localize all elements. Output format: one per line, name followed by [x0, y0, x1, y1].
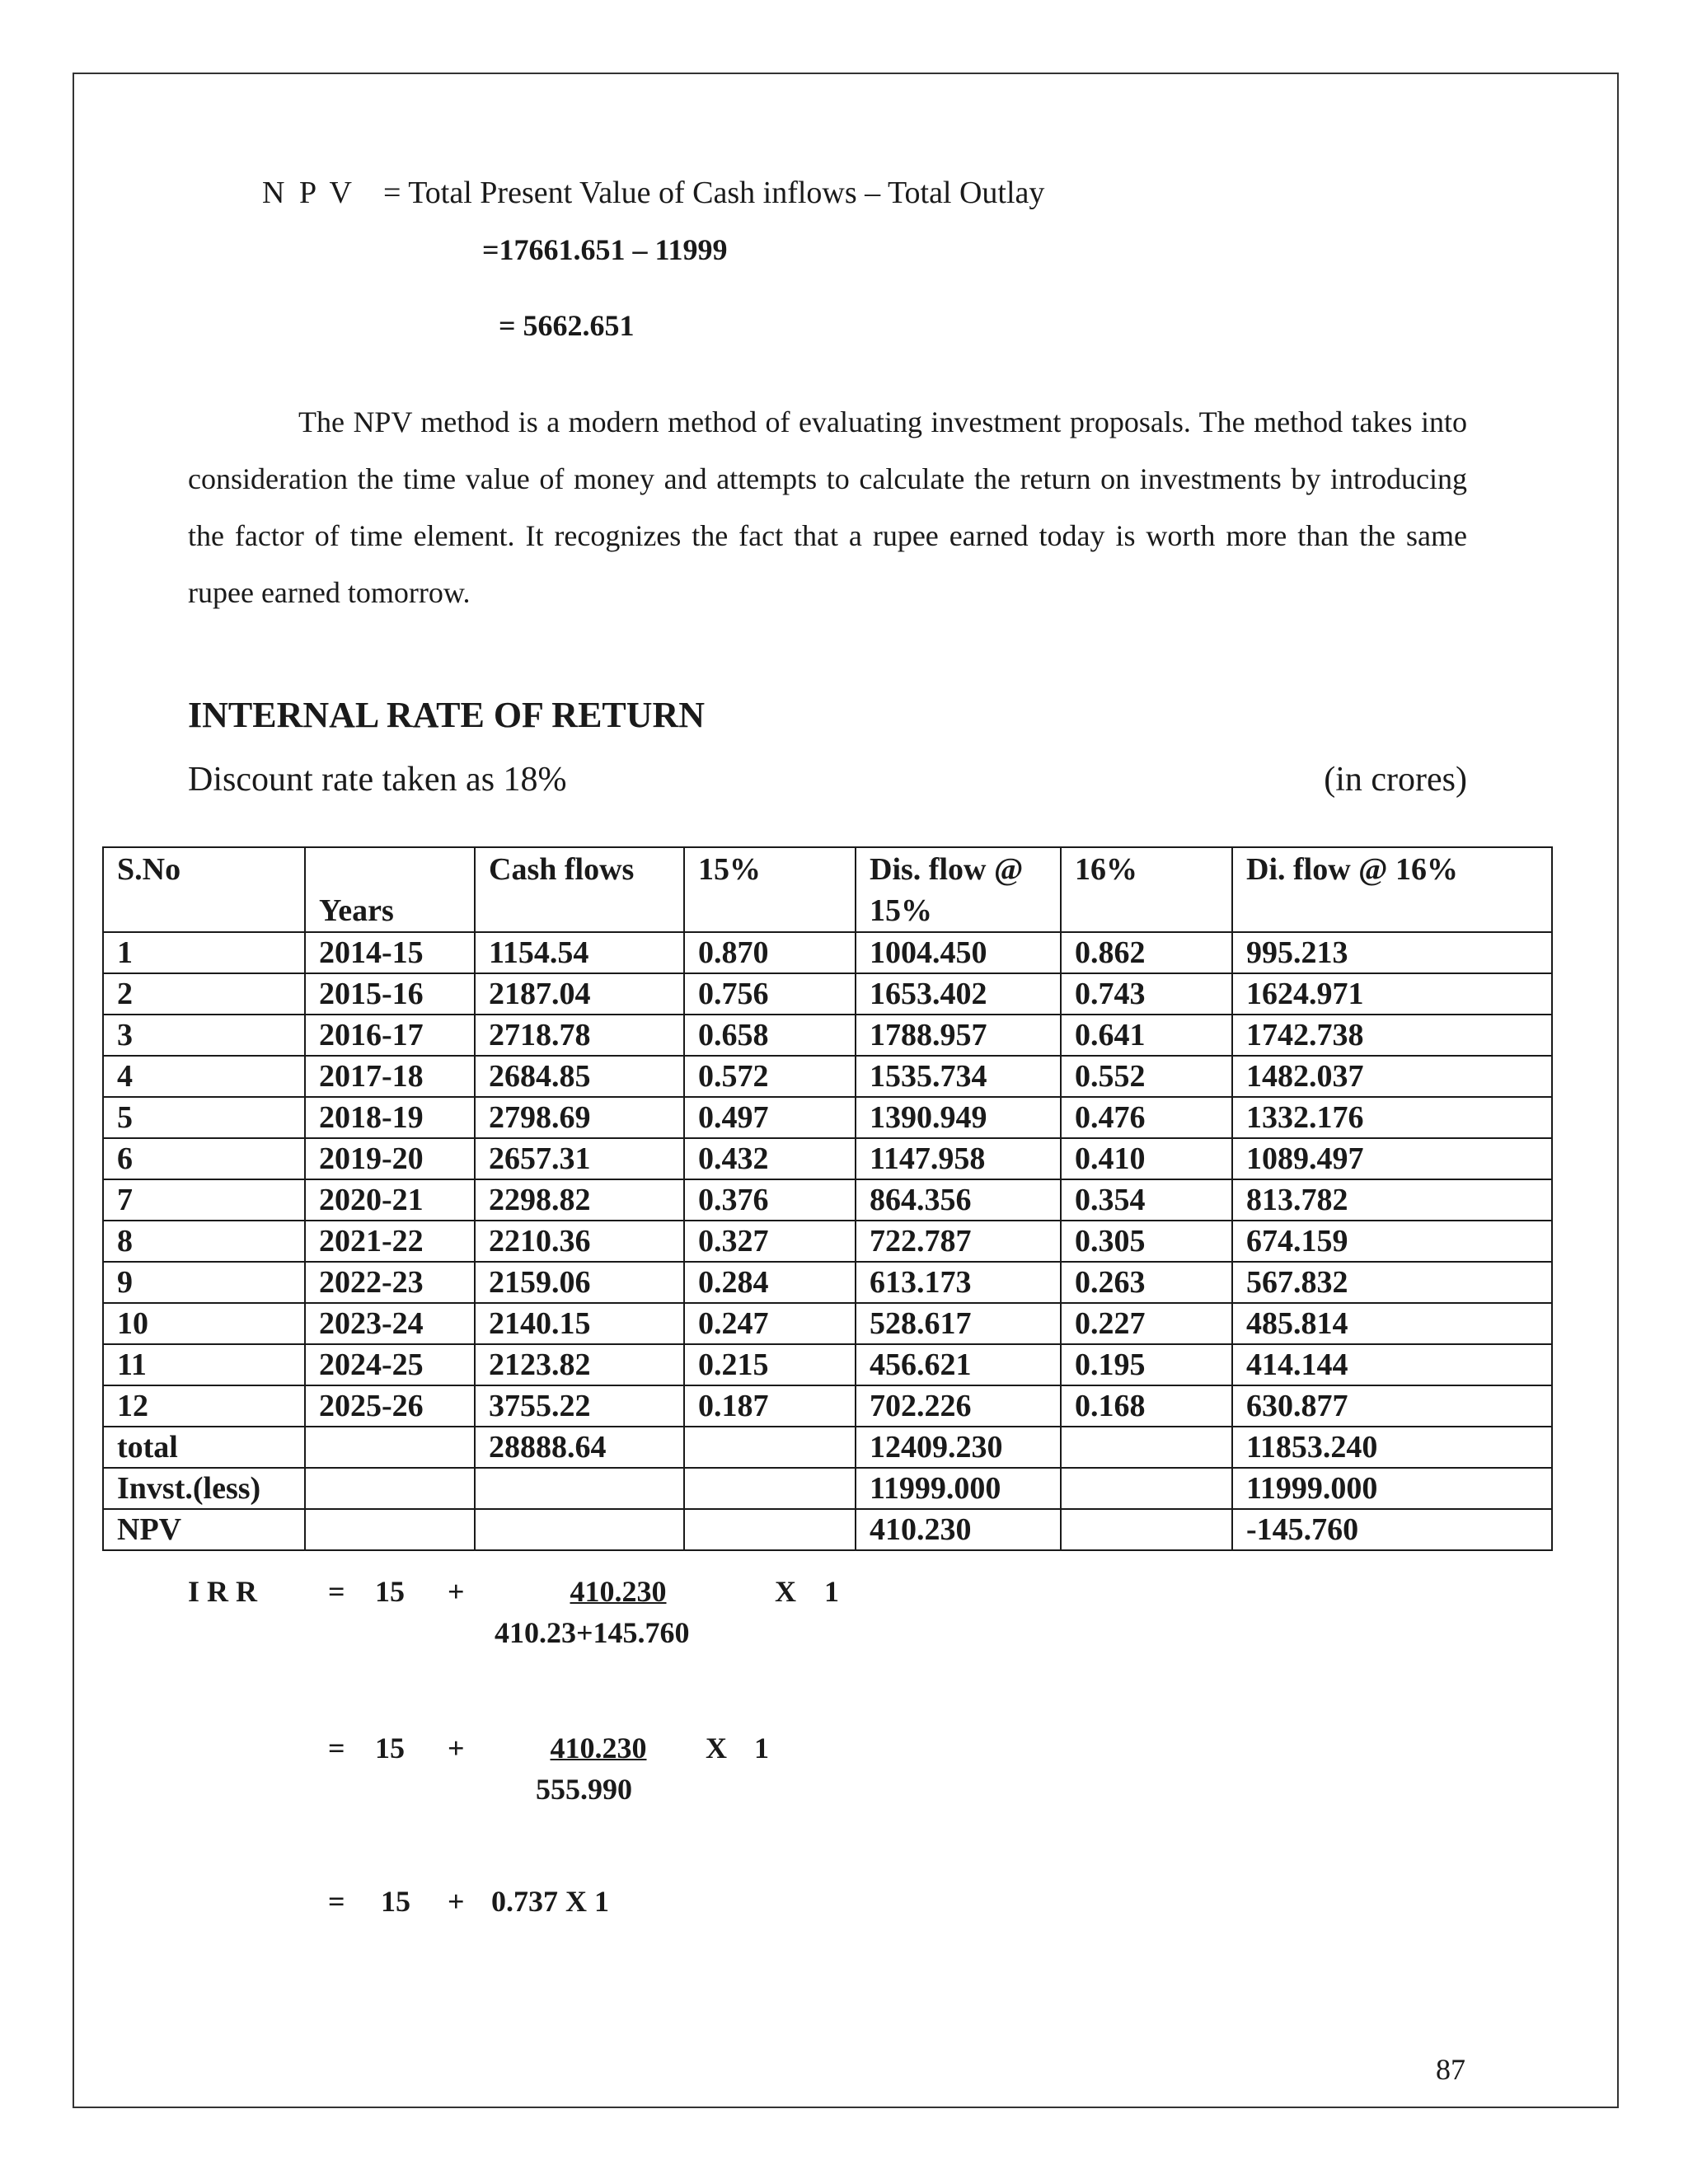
- table-cell: 1089.497: [1232, 1138, 1552, 1179]
- table-cell: [305, 1468, 475, 1509]
- irr-step3-equals: =: [328, 1885, 345, 1918]
- table-row: [103, 1385, 1552, 1427]
- table-cell: NPV: [103, 1509, 305, 1550]
- table-row: [103, 932, 1552, 973]
- table-cell: 2016-17: [305, 1015, 475, 1056]
- irr-step2-equals: =: [328, 1732, 345, 1765]
- table-row: [103, 1138, 1552, 1179]
- section-heading: INTERNAL RATE OF RETURN: [188, 695, 706, 735]
- table-cell: 674.159: [1232, 1221, 1552, 1262]
- table-cell: 864.356: [856, 1179, 1061, 1221]
- table-cell: 11999.000: [856, 1468, 1061, 1509]
- irr-step3-base: 15: [381, 1885, 410, 1918]
- table-cell: 995.213: [1232, 932, 1552, 973]
- table-cell: 0.227: [1061, 1303, 1232, 1344]
- table-cell: 2015-16: [305, 973, 475, 1015]
- table-cell: 1: [103, 932, 305, 973]
- table-cell: 2021-22: [305, 1221, 475, 1262]
- table-row: [103, 1179, 1552, 1221]
- header-rate-15: 15%: [684, 847, 856, 932]
- irr-step1-plus: +: [448, 1575, 465, 1608]
- table-cell: 1742.738: [1232, 1015, 1552, 1056]
- table-cell: 11853.240: [1232, 1427, 1552, 1468]
- table-cell: 630.877: [1232, 1385, 1552, 1427]
- irr-table: [102, 846, 1553, 1551]
- irr-step1-base: 15: [375, 1575, 405, 1608]
- table-cell: 2020-21: [305, 1179, 475, 1221]
- header-rate-16: 16%: [1061, 847, 1232, 932]
- table-cell: 0.432: [684, 1138, 856, 1179]
- table-cell: 2187.04: [475, 973, 684, 1015]
- irr-step1-numerator: 410.230: [570, 1575, 667, 1608]
- table-cell: 7: [103, 1179, 305, 1221]
- irr-label: I R R: [188, 1575, 258, 1608]
- table-cell: 9: [103, 1262, 305, 1303]
- table-cell: 0.215: [684, 1344, 856, 1385]
- table-cell: 2159.06: [475, 1262, 684, 1303]
- table-cell: 10: [103, 1303, 305, 1344]
- header-cash-flows: Cash flows: [475, 847, 684, 932]
- header-diflow-16: Di. flow @ 16%: [1232, 847, 1552, 932]
- table-row: [103, 973, 1552, 1015]
- table-cell: 1147.958: [856, 1138, 1061, 1179]
- table-cell: 2684.85: [475, 1056, 684, 1097]
- table-cell: 414.144: [1232, 1344, 1552, 1385]
- table-cell: 813.782: [1232, 1179, 1552, 1221]
- table-cell: 5: [103, 1097, 305, 1138]
- table-cell: 0.862: [1061, 932, 1232, 973]
- table-cell: 1788.957: [856, 1015, 1061, 1056]
- table-cell: 8: [103, 1221, 305, 1262]
- paragraph-text: The NPV method is a modern method of evaluating investment proposals. The method takes into consideration the time value of money and attempts to calculate the return on investments by introducing the factor of time element. It recognizes the fact that a rupee earned today is worth more than the same rupee earned tomorrow.: [188, 405, 1467, 609]
- table-cell: 0.497: [684, 1097, 856, 1138]
- table-cell: [684, 1468, 856, 1509]
- page-number: 87: [1436, 2053, 1465, 2086]
- table-cell: 0.410: [1061, 1138, 1232, 1179]
- table-cell: [1061, 1509, 1232, 1550]
- table-cell: 0.327: [684, 1221, 856, 1262]
- table-cell: 2025-26: [305, 1385, 475, 1427]
- table-cell: 2024-25: [305, 1344, 475, 1385]
- table-cell: 6: [103, 1138, 305, 1179]
- table-cell: [1061, 1427, 1232, 1468]
- table-cell: 1653.402: [856, 973, 1061, 1015]
- table-cell: 3755.22: [475, 1385, 684, 1427]
- table-cell: [305, 1427, 475, 1468]
- table-cell: 0.168: [1061, 1385, 1232, 1427]
- npv-calc-line-2: = 5662.651: [499, 309, 635, 342]
- table-cell: [1061, 1468, 1232, 1509]
- table-row: [103, 1097, 1552, 1138]
- table-cell: 0.658: [684, 1015, 856, 1056]
- npv-label: N P V: [262, 176, 355, 210]
- table-cell: [684, 1427, 856, 1468]
- irr-step2-numerator: 410.230: [550, 1732, 647, 1765]
- irr-step2-plus: +: [448, 1732, 465, 1765]
- table-cell: 2023-24: [305, 1303, 475, 1344]
- units-note: (in crores): [1324, 761, 1467, 799]
- table-cell: 0.572: [684, 1056, 856, 1097]
- irr-step1-equals: =: [328, 1575, 345, 1608]
- table-cell: 12409.230: [856, 1427, 1061, 1468]
- table-row: [103, 1427, 1552, 1468]
- table-cell: 0.641: [1061, 1015, 1232, 1056]
- table-cell: 2210.36: [475, 1221, 684, 1262]
- table-row: [103, 1344, 1552, 1385]
- table-cell: 2018-19: [305, 1097, 475, 1138]
- table-cell: 1332.176: [1232, 1097, 1552, 1138]
- table-cell: 2657.31: [475, 1138, 684, 1179]
- discount-rate-note: Discount rate taken as 18%: [188, 761, 567, 799]
- irr-step2-base: 15: [375, 1732, 405, 1765]
- table-body: [103, 932, 1552, 1550]
- table-cell: 2019-20: [305, 1138, 475, 1179]
- table-cell: 567.832: [1232, 1262, 1552, 1303]
- table-cell: 613.173: [856, 1262, 1061, 1303]
- table-cell: [475, 1509, 684, 1550]
- table-cell: 0.187: [684, 1385, 856, 1427]
- table-cell: 1624.971: [1232, 973, 1552, 1015]
- table-cell: 2123.82: [475, 1344, 684, 1385]
- table-cell: 11999.000: [1232, 1468, 1552, 1509]
- table-cell: 2017-18: [305, 1056, 475, 1097]
- irr-step3-plus: +: [448, 1885, 465, 1918]
- table-cell: 702.226: [856, 1385, 1061, 1427]
- table-header-row: [103, 847, 1552, 932]
- header-disflow-15: Dis. flow @ 15%: [856, 847, 1061, 932]
- table-row: [103, 1468, 1552, 1509]
- table-row: [103, 1015, 1552, 1056]
- table-cell: 0.195: [1061, 1344, 1232, 1385]
- table-cell: 2014-15: [305, 932, 475, 973]
- irr-step1-factor: 1: [824, 1575, 839, 1608]
- npv-explanation-paragraph: [188, 394, 1467, 621]
- header-years: Years: [305, 847, 475, 932]
- header-sno: S.No: [103, 847, 305, 932]
- table-cell: 0.552: [1061, 1056, 1232, 1097]
- table-row: [103, 1509, 1552, 1550]
- irr-step1-denominator: 410.23+145.760: [495, 1616, 690, 1649]
- table-cell: -145.760: [1232, 1509, 1552, 1550]
- irr-step2-denominator: 555.990: [536, 1773, 632, 1806]
- irr-step3-value: 0.737 X 1: [491, 1885, 609, 1918]
- table-cell: 456.621: [856, 1344, 1061, 1385]
- table-cell: 0.263: [1061, 1262, 1232, 1303]
- table-row: [103, 1303, 1552, 1344]
- table-cell: 11: [103, 1344, 305, 1385]
- table-cell: 1535.734: [856, 1056, 1061, 1097]
- table-cell: [684, 1509, 856, 1550]
- table-cell: 0.247: [684, 1303, 856, 1344]
- table-cell: 0.354: [1061, 1179, 1232, 1221]
- table-cell: 0.870: [684, 932, 856, 973]
- table-cell: 2140.15: [475, 1303, 684, 1344]
- table-cell: 4: [103, 1056, 305, 1097]
- table-cell: 2298.82: [475, 1179, 684, 1221]
- npv-definition: = Total Present Value of Cash inflows – Total Outlay: [383, 176, 1045, 210]
- table-cell: 1004.450: [856, 932, 1061, 973]
- table-cell: 0.743: [1061, 973, 1232, 1015]
- table-cell: [305, 1509, 475, 1550]
- table-cell: 2022-23: [305, 1262, 475, 1303]
- irr-step2-factor: 1: [754, 1732, 769, 1765]
- table-cell: 0.756: [684, 973, 856, 1015]
- table-cell: 1154.54: [475, 932, 684, 973]
- table-row: [103, 1262, 1552, 1303]
- table-cell: 12: [103, 1385, 305, 1427]
- irr-step2-mult: X: [706, 1732, 727, 1765]
- table-row: [103, 1056, 1552, 1097]
- table-cell: [475, 1468, 684, 1509]
- table-cell: 28888.64: [475, 1427, 684, 1468]
- table-cell: 485.814: [1232, 1303, 1552, 1344]
- table-cell: 528.617: [856, 1303, 1061, 1344]
- table-cell: 3: [103, 1015, 305, 1056]
- table-cell: 410.230: [856, 1509, 1061, 1550]
- table-cell: 2718.78: [475, 1015, 684, 1056]
- table-cell: 0.376: [684, 1179, 856, 1221]
- irr-step1-mult: X: [775, 1575, 796, 1608]
- table-cell: 1482.037: [1232, 1056, 1552, 1097]
- table-cell: Invst.(less): [103, 1468, 305, 1509]
- table-row: [103, 1221, 1552, 1262]
- table-cell: total: [103, 1427, 305, 1468]
- table-cell: 722.787: [856, 1221, 1061, 1262]
- table-cell: 0.305: [1061, 1221, 1232, 1262]
- table-cell: 0.284: [684, 1262, 856, 1303]
- table-cell: 2798.69: [475, 1097, 684, 1138]
- npv-calc-line-1: =17661.651 – 11999: [482, 233, 728, 266]
- table-cell: 1390.949: [856, 1097, 1061, 1138]
- table-cell: 2: [103, 973, 305, 1015]
- table-cell: 0.476: [1061, 1097, 1232, 1138]
